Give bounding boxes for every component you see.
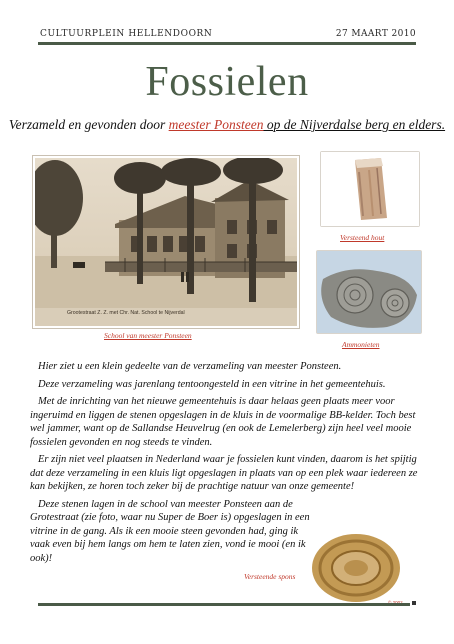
sponge-caption: Versteende spons [244, 572, 296, 581]
school-photo [35, 158, 297, 326]
newsletter-name: CULTUURPLEIN HELLENDOORN [40, 29, 213, 39]
page-title: Fossielen [145, 59, 309, 105]
ammonites-frame [316, 250, 422, 334]
subtitle-highlight-name: meester Ponsteen [168, 117, 264, 132]
page-marker [412, 601, 416, 605]
petrified-wood-frame [320, 151, 420, 227]
petrified-wood-caption-text: Versteend hout [340, 233, 385, 242]
footer-rule [38, 603, 410, 606]
petrified-wood-image [321, 152, 419, 226]
petrified-sponge-frame [306, 528, 412, 612]
subtitle-text-start: Verzameld en gevonden door [8, 117, 169, 132]
paragraph-locations: Er zijn niet veel plaatsen in Nederland waar je fossielen kunt vinden, daarom is het spijtig dat deze verzameling in een kluis ligt opgeslagen in plaats van op een plek waar iedereen ze kan bekijken, ze horen toch zeker bij de prachtige natuur van onze gemeente! [30, 454, 418, 492]
ammonites-image [317, 251, 421, 333]
paragraph-exhibit: Deze verzameling was jarenlang tentoongesteld in een vitrine in het gemeentehuis. [38, 378, 386, 390]
school-photo-frame [32, 155, 300, 329]
petrified-wood-caption [340, 233, 384, 242]
issue-date: 27 MAART 2010 [335, 29, 416, 39]
paragraph-school: Deze stenen lagen in de school van meester Ponsteen aan de Grotestraat (zie foto, waar nu Super de Boer is) opgeslagen in een vitrine in de gang. Als ik een mooie steen gevonden had, ging ik vaak even bij hem langs om hem te laten zien, vond ie mooi (en ik ook)! [30, 498, 310, 564]
page-subtitle [0, 117, 454, 133]
paragraph-intro: Hier ziet u een klein gedeelte van de verzameling van meester Ponsteen. [38, 361, 342, 372]
ammonites-caption [342, 340, 380, 349]
subtitle-text-end: op de Nijverdalse berg en elders. [263, 117, 446, 132]
photo-inner-caption: Grootestraat Z. Z. met Chr. Nat. School te Nijverdal [67, 310, 185, 316]
school-photo-caption-text: School van meester Ponsteen [104, 331, 192, 340]
paragraph-storage: Met de inrichting van het nieuwe gemeentehuis is daar helaas geen plaats meer voor ingeruimd en liggen de stenen opgeslagen in de kluis in de voormalige BB-kelder. Toch best wel jammer, want op de Sallandse Heuvelrug (en ook de Lemelerberg) zijn heel veel mooie fossielen gevonden en nog steeds te vinden. [30, 396, 416, 448]
school-photo-caption [104, 331, 192, 340]
ammonites-caption-text: Ammonieten [342, 340, 380, 349]
header-rule [38, 42, 416, 45]
